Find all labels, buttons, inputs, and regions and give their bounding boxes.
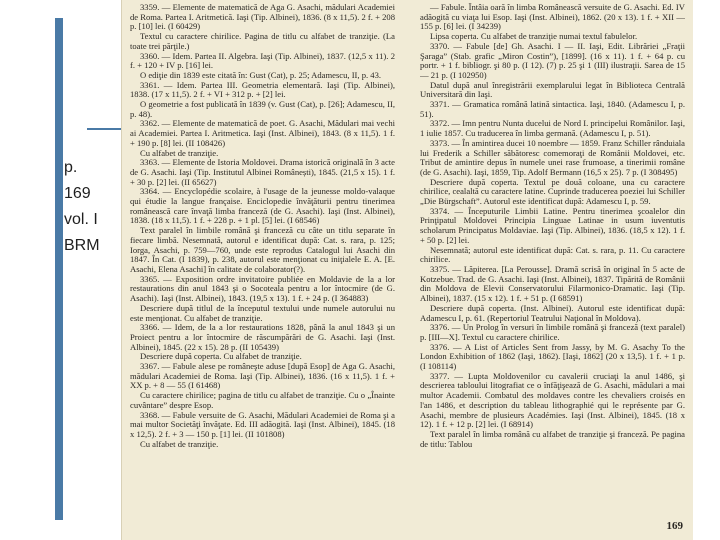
bibliography-entry: 3370. — Fabule [de] Gh. Asachi. I — II. Iaşi, Edit. Librăriei „Fraţii Şaraga” (Stab. grafic „Miron Costin”), [1899]. (16 x 11). 1 f. + 64 p. cu portr. + 1 f. bibliogr. şi 80 p. (I 12). (7) p. 25 şi 1 (III) ilustraţii. Sarea de 15 — 21 p. (I 102950) [420, 40, 685, 80]
bibliography-entry: 3367. — Fabule alese pe româneşte aduse [după Esop] de Aga G. Asachi, mădulari Academiei de Roma. Iaşi (Tip. Albinei), 1836. (16 x 11,5). 1 f. + XX p. + 8 — 55 (I 61468) [130, 361, 395, 391]
bibliography-entry: Cu caractere chirilice; pagina de titlu cu alfabet de tranziţie. Cu o „Înainte cuvântare” despre Esop. [130, 390, 395, 410]
bibliography-entry: Descriere după coperta. Cu alfabet de tranziţie. [140, 351, 302, 362]
bibliography-entry: Cu alfabet de tranziţie. [140, 147, 219, 158]
bibliography-entry: Descriere după coperta. Textul pe două coloane, una cu caractere chirilice, cealaltă cu caractere latine. Cuprinde traducerea poeziei lui Schiller „Die Bürgschaft”. Autorul este identificat după: Adamescu I, p. 59. [420, 176, 685, 207]
right-text-column [420, 3, 685, 508]
bibliography-entry: 3376. — A List of Articles Sent from Jassy, by M. G. Asachy To the London Exhibition of 1862 (Iaşi, 1862). [Iaşi, 1862] (20 x 13,5). 1 f. + 1 p. (I 108114) [420, 341, 685, 372]
bibliography-entry: — Fabule. Întâia oară în limba Românească versuite de G. Asachi. Ed. IV adăogită cu viaţa lui Esop. Iaşi (Inst. Albinei), 1862. (20 x 13). 1 f. + XII — 155 p. [6] lei. (I 34239) [420, 3, 685, 32]
slide-accent-bar [55, 18, 63, 520]
reference-source: BRM [64, 237, 100, 254]
reference-label [64, 155, 122, 259]
reference-page-number: 169 [64, 185, 91, 202]
bibliography-entry: Text paralel în limba română cu alfabet de tranziţie şi franceză. Pe pagina de titlu: Tablou [420, 428, 685, 449]
bibliography-entry: Datul după anul înregistrării exemplarului legat în Biblioteca Centrală Universitară din Iaşi. [420, 79, 685, 100]
scanned-bibliography-page [121, 0, 693, 540]
bibliography-entry: 3365. — Exposition ordre invitatoire publiée en Moldavie de la a lor restaurations din anul 1843 şi o Socoteala pentru a lor întocmire (de G. Asachi). Iaşi (Inst. Albinei), 1843. (19,5 x 13). 1 f. + 24 p. (I 364883) [130, 273, 395, 304]
bibliography-entry: 3376. — Un Prolog în versuri în limbile română şi franceză (text paralel) p. [III—X]. Textul cu caractere chirilice. [420, 322, 685, 342]
bibliography-entry: 3371. — Gramatica română latină sintactica. Iaşi, 1840. (Adamescu I, p. 51). [420, 99, 685, 119]
page-number: 169 [666, 520, 683, 532]
bibliography-entry: Text paralel în limbile română şi franceză cu câte un titlu separate în fiecare limbă. Nesemnată, autorul e identificat după: Cat. s. rara, p. 125; Iorga, Asachi, p. 759—760, unde este reprodus Catalogul lui Asachi din 1847. În Cat. (I 1839), p. 238, autorul este menţionat cu iniţialele E. A. [E. Asachi, Elena Asachi] în calitate de colaborator(?). [130, 225, 395, 274]
bibliography-entry: Descriere după coperta. (Inst. Albinei). Autorul este identificat după: Adamescu I, p. 61. (Repertoriul Teatrului Naţional în Moldova). [420, 302, 685, 323]
reference-volume: vol. I [64, 211, 98, 228]
bibliography-entry: 3374. — Începuturile Limbii Latine. Pentru tinerimea şcoalelor din Prinţipatul Moldovei Principia Linguae Latinae in usum iuventutis scholarum Principatus Moldaviae. Iaşi (Tip. Albinei), 1836. (18,5 x 12). 1 f. + 50 p. [2] lei. [420, 205, 685, 245]
bibliography-entry: O ediţie din 1839 este citată în: Gust (Cat), p. 25; Adamescu, II, p. 43. [140, 69, 382, 80]
bibliography-entry: 3360. — Idem. Partea II. Algebra. Iaşi (Tip. Albinei), 1837. (12,5 x 11). 2 f. + 120 + IV p. [16] lei. [130, 50, 395, 71]
left-text-column [130, 3, 395, 508]
bibliography-entry: 3359. — Elemente de matematică de Aga G. Asachi, mădulari Academiei de Roma. Partea I. Aritmetică. Iaşi (Tip. Albinei), 1836. (8 x 11,5). 2 f. + 208 p. [10] lei. (I 60429) [130, 3, 395, 32]
bibliography-entry: 3362. — Elemente de matematică de poet. G. Asachi, Mădulari mai vechi ai Academiei. Partea I. Aritmetica. Iaşi (Inst. Albinei), 1843. (8 x 11,5). 1 f. + 190 p. [8] lei. (II 108426) [130, 118, 395, 148]
bibliography-entry: 3363. — Elemente de Istoria Moldovei. Drama istorică originală în 3 acte de G. Asachi. Iaşi (Tip. Institutul Albinei Românești), 1845. (21,5 x 15). 1 f. + 30 p. [2] lei. (II 65627) [130, 157, 395, 187]
bibliography-entry: 3366. — Idem, de la a lor restaurations 1828, până la anul 1843 şi un Proiect pentru a lor întocmire de răscumpărări de G. Asachi. Iaşi (Inst. Albinei), 1845. (22 x 15). 28 p. (II 105439) [130, 322, 395, 352]
slide-accent-rule [87, 128, 123, 130]
bibliography-entry: 3377. — Lupta Moldovenilor cu cavalerii cruciaţi la anul 1486, şi descrierea tabloului litografiat ce o înfăţişează de G. Asachi, mădulari a mai multor Academii. Combatul des moldaves contre les chevaliers croisés en l'an 1486, et description du tableau lithographié qui le représente par G. Asachi, membre de plusieurs Académies. Iaşi (Inst. Albinei), 1845. (18 x 12). 1 f. + 12 p. [2] lei. (I 68914) [420, 370, 685, 430]
bibliography-entry: 3364. — Encyclopédie scolaire, à l'usage de la jeunesse moldo-valaque qui étudie la langue française. Enciclopedie învăţăturii pentru tinerimea românească care învaţă limba franceză (de G. Asachi). Iaşi (Inst. Albinei), 1838. (18 x 11,5). 1 f. + 228 p. + 1 pl. [5] lei. (I 68546) [130, 186, 395, 226]
bibliography-entry: 3375. — Lăpiterea. [La Perousse]. Dramă scrisă în original în 5 acte de Kotzebue. Trad. de G. Asachi. Iaşi (Inst. Albinei), 1837. Tipărită de Românii din Moldova de Elevii Conservatorului Filarmonico-Dramatic. Iaşi (Tip. Albinei), 1837. (15 x 12). 1 f. + 51 p. (I 68591) [420, 263, 685, 304]
bibliography-entry: Nesemnată; autorul este identificat după: Cat. s. rara, p. 11. Cu caractere chirilice. [420, 244, 685, 265]
bibliography-entry: O geometrie a fost publicată în 1839 (v. Gust (Cat), p. [26]; Adamescu, II, p. 48). [130, 99, 395, 119]
bibliography-entry: Descriere după titlul de la începutul textului unde numele autorului nu este menţionat. Cu alfabet de tranziţie. [130, 302, 395, 323]
bibliography-entry: 3368. — Fabule versuite de G. Asachi, Mădulari Academiei de Roma şi a mai multor Societăţi învăţate. Ed. III adăogită. Iaşi (Inst. Albinei), 1845. (18 x 12,5). 2 f. + 3 — 150 p. [1] lei. (II 101808) [130, 409, 395, 439]
reference-page-abbr: p. [64, 159, 78, 176]
bibliography-entry: Cu alfabet de tranziţie. [140, 438, 219, 449]
bibliography-entry: Textul cu caractere chirilice. Pagina de titlu cu alfabet de tranziţie. (La toate trei părţile.) [130, 31, 395, 51]
bibliography-entry: 3373. — În amintirea ducei 10 noembre — 1859. Franz Schiller rânduiala lui Frederik a Schiller săbătoresc comemoraţi de Românii Moldovei, etc. Tribut de amintire depus în numele unei rase frumoase, a tinerimii române (de G. Asachi). Iaşi, 1859, Tip. Adolf Bermann (16,5 x 25). 7 p. (I 308495) [420, 137, 685, 177]
bibliography-entry: Lipsa coperta. Cu alfabet de tranziţie numai textul fabulelor. [430, 31, 638, 42]
bibliography-entry: 3372. — Imn pentru Nunta ducelui de Nord I. principelui Românilor. Iaşi, 1 iulie 1857. Cu traducerea în limba germană. (Adamescu I, p. 51). [420, 118, 685, 139]
bibliography-entry: 3361. — Idem. Partea III. Geometria elementară. Iaşi (Tip. Albinei), 1838. (17 x 11,5). 2 f. + VI + 312 p. + [2] lei. [130, 79, 395, 100]
